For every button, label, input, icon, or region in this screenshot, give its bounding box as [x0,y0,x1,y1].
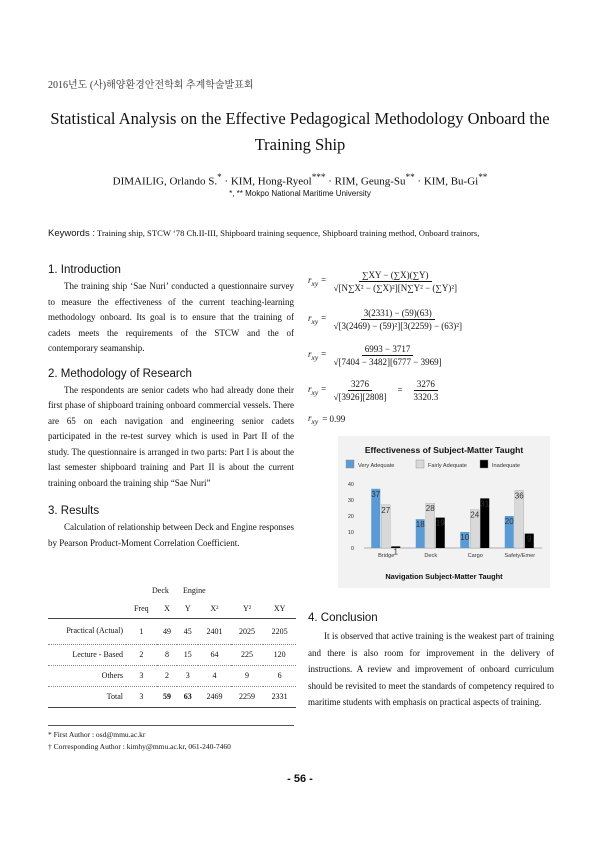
left-column [48,264,294,551]
rxy-symbol: $r_{xy}$ = [308,312,327,326]
legend-label: Very Adequate [358,463,395,469]
table-cell: 120 [273,650,286,659]
table-cell: Practical (Actual) [66,626,123,635]
table-cell: 4 [212,671,217,680]
table-cell: 45 [183,626,192,636]
equation-4b-fraction [411,379,442,402]
y-tick-label: 20 [347,514,354,520]
methodology-heading: 2. Methodology of Research [48,367,192,380]
bar-value-label: 19 [435,518,445,528]
table-cell: 3 [185,671,190,680]
equation-2 [308,300,558,338]
equation-2-denominator: √[3(2469) − (59)²][3(2259) − (63)²] [333,320,462,331]
table-cell: Others [101,671,123,680]
group-deck-label: Deck [152,586,169,595]
table-cell: 64 [210,650,219,659]
y-tick-label: 30 [347,498,354,504]
y-tick-label: 10 [347,530,354,536]
author-sep: · [325,175,335,188]
data-table-wrap [48,576,296,708]
conclusion-text: It is observed that active training is the weakest part of training and there is also room for improvement in the delivery of instructions. A review and improvement of onboard curriculum should be revisited to meet the standards of competency required to maritime students with emphasis on practical aspects of training. [308,631,554,707]
footnotes [48,729,231,753]
keywords-text: Training ship, STCW ‘78 Ch.II-III, Shipboard training sequence, Shipboard training method, Onboard trainors, [97,228,480,238]
data-table [48,600,296,708]
formula-block [308,262,558,430]
group-engine-label: Engine [183,586,206,595]
bar-value-label: 20 [504,517,514,526]
table-header-cell: Freq [133,604,149,614]
table-cell: 8 [165,650,170,659]
bar-value-label: 1 [393,547,398,557]
legend-swatch [346,460,354,468]
conference-header: 2016년도 (사)해양환경안전학회 추계학술발표회 [48,80,254,91]
equation-4-numerator: 3276 [348,379,372,391]
legend-label: Inadequate [492,463,520,469]
intro-heading: 1. Introduction [48,264,121,276]
table-cell: 3 [139,692,144,701]
rxy-symbol: $r_{xy}$ = [308,383,327,397]
table-header-cell: X² [210,604,219,614]
table-cell: 2469 [206,692,223,701]
bar-chart [338,436,550,588]
conclusion-heading: 4. Conclusion [308,612,378,624]
keywords-label: Keywords : [48,228,95,239]
author-sep: · [414,175,424,188]
author-2: KIM, Hong-Ryeol [230,175,312,188]
equation-1 [308,262,558,300]
results-heading: 3. Results [48,505,100,517]
table-cell: 9 [245,671,250,680]
table-cell: 1 [139,626,144,636]
table-cell: 63 [183,692,192,701]
legend-label: Fairly Adequate [428,463,467,469]
table-cell: 225 [241,650,254,659]
equation-5 [308,408,558,430]
author-sep: · [221,175,231,188]
keywords [48,228,558,239]
author-1-mark: * [217,172,222,182]
legend-swatch [480,460,488,468]
author-4-mark: ** [478,172,488,182]
footnote-first-author: * First Author : osd@mmu.ac.kr [48,730,146,739]
equation-1-numerator: ∑XY − (∑X)(∑Y) [359,270,431,282]
table-cell: 2259 [239,692,256,701]
x-axis-title: Navigation Subject-Matter Taught [385,572,503,581]
footnote-divider [48,725,294,726]
table-cell: 6 [277,671,282,680]
paper-title: Statistical Analysis on the Effective Pedagogical Methodology Onboard the Training Ship [50,109,550,154]
table-cell: Total [106,692,123,701]
results-text: Calculation of relationship between Deck and Engine responses by Pearson Product-Moment Correlation Coefficient. [48,522,294,548]
table-cell: 2025 [239,626,256,636]
table-header-cell [48,600,126,618]
table-header-cell: X [164,604,170,614]
table-cell: 2205 [271,626,288,636]
bar-value-label: 9 [527,534,532,544]
bar-value-label: 10 [460,533,470,542]
table-row [48,665,296,686]
author-line [60,172,540,188]
bar-chart-svg [338,436,550,588]
equation-4b-numerator: 3276 [414,379,438,391]
rxy-symbol: $r_{xy}$ [308,412,319,426]
footnote-corresponding-author: † Corresponding Author : kimhy@mmu.ac.kr, 061-240-7460 [48,742,231,751]
equation-3-denominator: √[7404 − 3482][6777 − 3969] [333,356,442,367]
y-tick-label: 0 [350,546,354,552]
table-header-cell: XY [273,604,286,614]
author-4: KIM, Bu-Gi [423,175,479,188]
table-header-cell: Y [184,604,191,614]
equation-4b-denominator: 3320.3 [413,391,439,402]
methodology-text: The respondents are senior cadets who had already done their first phase of shipboard training onboard commercial vessels. There are 65 on each navigation and engineering senior cadets participated in the re-test survey which is used in Part II of the study. The questionnaire is arranged in two parts: Part I is about the last semester shipboard training and Part II is about the current training onboard the training ship “Sae Nuri” [48,384,294,488]
table-header-row [48,600,296,618]
table-cell: Lecture - Based [72,650,123,659]
x-tick-label: Cargo [467,553,483,559]
x-tick-label: Bridge [378,553,395,559]
intro-text: The training ship ‘Sae Nuri’ conducted a questionnaire survey to measure the effectiveness of the current teaching-learning methodology onboard. Its goal is to ensure that the training of cadets meets the requirements of the STCW and the of contemporary seamanship. [48,281,294,353]
author-1: DIMAILIG, Orlando S. [112,175,218,188]
page-number: - 56 - [287,773,313,785]
correlation-result: = 0.99 [322,414,346,424]
table-row-total [48,686,296,707]
equation-3-numerator: 6993 − 3717 [362,344,414,356]
chart-title: Effectiveness of Subject-Matter Taught [364,445,524,455]
table-cell: 59 [163,692,172,701]
table-cell: 2331 [271,692,288,701]
equation-4-denominator: √[3926][2808] [333,391,387,402]
author-2-mark: *** [311,172,326,182]
equation-4: $r_{xy}$ = $\frac{3276}{√[3926][2808]}$ = $\frac{3276}{3320.3}$ [308,372,558,408]
bar-value-label: 37 [371,489,381,499]
y-tick-label: 40 [347,482,354,488]
bar-value-label: 24 [470,510,480,520]
table-cell: 15 [183,650,192,659]
table-header-cell: Y² [242,604,252,614]
table-cell: 2401 [206,626,223,636]
bar-value-label: 31 [480,499,490,509]
x-tick-label: Safety/Emer [504,553,536,559]
x-tick-label: Deck [424,553,438,559]
table-cell: 49 [163,626,172,636]
equation-2-fraction [331,308,465,331]
legend-swatch [416,460,424,468]
author-3-mark: ** [405,172,415,182]
bar-value-label: 28 [425,504,435,514]
table-cell: 3 [139,671,144,680]
affiliation: *, ** Mokpo National Maritime University [229,189,371,198]
bar-value-label: 27 [381,505,391,515]
equation-3 [308,338,558,372]
equation-1-fraction [331,270,461,293]
table-cell: 2 [139,650,144,659]
bar-value-label: 36 [514,491,524,501]
equation-1-denominator: √[N∑X² − (∑X)²][N∑Y² − (∑Y)²] [333,282,458,293]
rxy-symbol: $r_{xy}$ = [308,348,327,362]
equation-2-numerator: 3(2331) − (59)(63) [361,308,435,320]
equation-3-fraction [331,344,445,367]
conclusion-section [308,612,554,711]
author-3: RIM, Geung-Su [334,175,406,188]
table-cell: 2 [165,671,170,680]
table-row [48,618,296,644]
rxy-symbol: $r_{xy}$ = [308,274,327,288]
table-row [48,644,296,665]
bar-value-label: 18 [415,520,425,530]
equation-4-fraction [331,379,390,402]
